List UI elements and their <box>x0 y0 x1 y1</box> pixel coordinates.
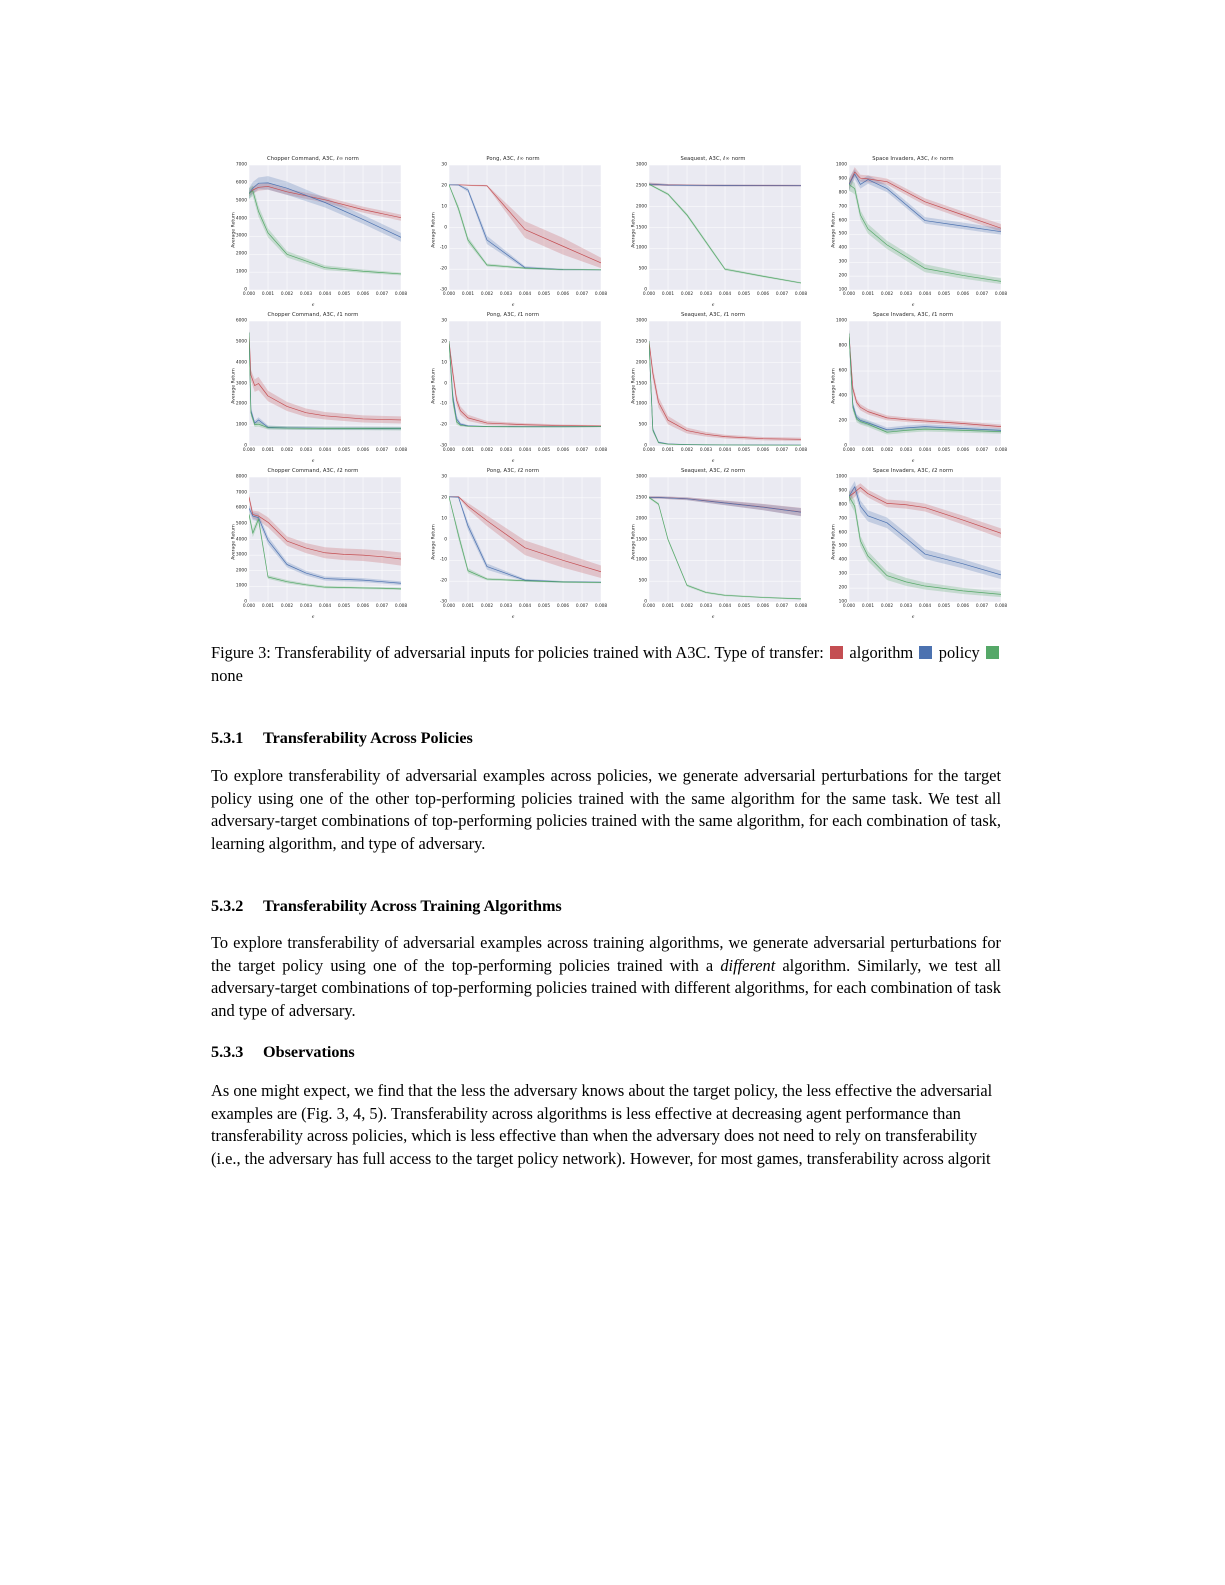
chart-y-tick-label: 30 <box>441 474 447 480</box>
chart-y-tick-label: 600 <box>838 368 847 374</box>
chart-y-tick-label: 0 <box>244 443 247 449</box>
figure-3-chart-grid <box>213 152 1013 620</box>
chart-plot-area <box>835 318 1008 453</box>
chart-x-tick-label: 0.005 <box>537 604 551 609</box>
chart-x-tick-label: 0.004 <box>918 292 932 297</box>
chart-y-axis-label: Average Return <box>631 524 637 560</box>
chart-y-tick-label: 6000 <box>235 180 247 186</box>
chart-x-tick-label: 0.008 <box>394 448 408 453</box>
chart-x-tick-label: 0.000 <box>642 604 656 609</box>
chart-y-tick-label: -20 <box>439 266 447 272</box>
chart-x-tick-label: 0.000 <box>842 604 856 609</box>
chart-plot-area <box>235 162 408 297</box>
chart-x-tick-label: 0.001 <box>861 292 875 297</box>
chart-x-tick-label: 0.001 <box>261 604 275 609</box>
chart-title: Seaquest, A3C, ℓ2 norm <box>680 468 746 474</box>
chart-x-axis-label: ϵ <box>311 615 315 620</box>
chart-x-tick-label: 0.004 <box>518 604 532 609</box>
chart-x-tick-label: 0.008 <box>994 604 1008 609</box>
chart-y-tick-label: 7000 <box>235 490 247 496</box>
chart-x-tick-label: 0.005 <box>737 292 751 297</box>
chart-x-tick-label: 0.006 <box>556 448 570 453</box>
chart-y-tick-label: 4000 <box>235 360 247 366</box>
chart-y-tick-label: 600 <box>838 218 847 224</box>
chart-x-tick-label: 0.008 <box>594 604 608 609</box>
chart-y-axis-label: Average Return <box>631 212 637 248</box>
paragraph-5-3-3: As one might expect, we find that the less the adversary knows about the target policy, the less effective the adversarial examples are (Fig. 3, 4, 5). Transferability across algorithms is less effective at decreasing agent performance than transferability across policies, which is less effective than when the adversary does not need to rely on transferability (i.e., the adversary has full access to the target policy network). However, for most games, transferability across algorit <box>211 1081 993 1168</box>
section-heading-5-3-2 <box>211 897 562 916</box>
chart-x-tick-label: 0.004 <box>318 448 332 453</box>
chart-x-tick-label: 0.006 <box>756 292 770 297</box>
chart-y-tick-label: 20 <box>441 495 447 501</box>
chart-row-1 <box>213 152 1013 308</box>
chart-title: Pong, A3C, ℓ2 norm <box>486 468 540 474</box>
chart-x-tick-label: 0.003 <box>299 604 313 609</box>
chart-x-tick-label: 0.000 <box>842 448 856 453</box>
chart-x-tick-label: 0.002 <box>480 604 494 609</box>
chart-x-tick-label: 0.007 <box>375 292 389 297</box>
chart-y-tick-label: 0 <box>644 599 647 605</box>
chart-y-tick-label: 1000 <box>835 474 847 480</box>
chart-x-tick-label: 0.008 <box>794 448 808 453</box>
chart-x-tick-label: 0.002 <box>480 292 494 297</box>
chart-x-tick-label: 0.005 <box>337 448 351 453</box>
chart-x-tick-label: 0.004 <box>718 448 732 453</box>
chart-x-tick-label: 0.008 <box>794 604 808 609</box>
chart-y-tick-label: 100 <box>838 287 847 293</box>
chart-y-tick-label: -30 <box>439 443 447 449</box>
chart-x-tick-label: 0.001 <box>461 604 475 609</box>
legend-swatch-policy <box>919 646 932 659</box>
chart-title: Space Invaders, A3C, ℓ2 norm <box>872 468 954 474</box>
chart-x-tick-label: 0.002 <box>680 292 694 297</box>
chart-x-tick-label: 0.006 <box>956 448 970 453</box>
chart-x-axis-label: ϵ <box>311 303 315 308</box>
chart-y-tick-label: 30 <box>441 318 447 324</box>
chart-x-tick-label: 0.004 <box>718 292 732 297</box>
chart-y-axis-label: Average Return <box>431 368 437 404</box>
chart-x-tick-label: 0.008 <box>994 448 1008 453</box>
chart-x-tick-label: 0.002 <box>680 448 694 453</box>
chart-y-tick-label: 2000 <box>635 360 647 366</box>
chart-y-tick-label: 1000 <box>235 583 247 589</box>
chart-y-tick-label: 1000 <box>635 557 647 563</box>
emphasized-word: different <box>720 955 776 975</box>
chart-x-tick-label: 0.008 <box>994 292 1008 297</box>
chart-y-tick-label: 800 <box>838 502 847 508</box>
chart-x-tick-label: 0.007 <box>975 604 989 609</box>
chart-x-axis-label: ϵ <box>311 459 315 464</box>
chart-x-tick-label: 0.004 <box>718 604 732 609</box>
chart-x-axis-label: ϵ <box>711 459 715 464</box>
chart-y-tick-label: 4000 <box>235 216 247 222</box>
chart-y-tick-label: 8000 <box>235 474 247 480</box>
chart-x-tick-label: 0.002 <box>280 604 294 609</box>
chart-y-tick-label: 0 <box>444 381 447 386</box>
chart-x-tick-label: 0.008 <box>594 448 608 453</box>
chart-x-tick-label: 0.000 <box>442 292 456 297</box>
chart-y-tick-label: 6000 <box>235 505 247 511</box>
chart-x-tick-label: 0.003 <box>499 448 513 453</box>
chart-x-tick-label: 0.003 <box>899 292 913 297</box>
chart-x-tick-label: 0.000 <box>642 448 656 453</box>
chart-x-tick-label: 0.001 <box>861 604 875 609</box>
chart-plot-area <box>835 474 1008 609</box>
chart-y-tick-label: 0 <box>444 225 447 230</box>
chart-y-tick-label: 3000 <box>235 552 247 558</box>
chart-y-tick-label: 400 <box>838 393 847 399</box>
paragraph-text-part2: algorithm. Similarly, we test all adversary-target combinations of top-performing policies trained with different algorithms, for each combination of task and type of adversary. <box>211 955 1001 1020</box>
chart-x-tick-label: 0.002 <box>480 448 494 453</box>
chart-y-tick-label: 0 <box>644 443 647 449</box>
chart-y-tick-label: 2000 <box>235 251 247 257</box>
chart-x-axis-label: ϵ <box>711 615 715 620</box>
chart-x-tick-label: 0.004 <box>318 292 332 297</box>
chart-y-tick-label: 3000 <box>635 162 647 168</box>
chart-plot-area <box>439 318 608 453</box>
chart-row-2 <box>213 308 1013 464</box>
chart-10 <box>413 464 613 620</box>
chart-x-tick-label: 0.004 <box>518 448 532 453</box>
chart-x-tick-label: 0.002 <box>680 604 694 609</box>
chart-title: Pong, A3C, ℓ1 norm <box>486 312 540 318</box>
chart-x-tick-label: 0.003 <box>499 604 513 609</box>
chart-x-tick-label: 0.001 <box>661 448 675 453</box>
section-title: Transferability Across Training Algorithms <box>263 897 562 915</box>
chart-x-tick-label: 0.006 <box>556 292 570 297</box>
chart-x-tick-label: 0.008 <box>594 292 608 297</box>
chart-y-tick-label: 800 <box>838 190 847 196</box>
chart-x-tick-label: 0.003 <box>899 604 913 609</box>
chart-x-axis-label: ϵ <box>711 303 715 308</box>
chart-plot-area <box>635 318 808 453</box>
chart-y-tick-label: 1500 <box>635 381 647 386</box>
figure-caption-text: Transferability of adversarial inputs for policies trained with A3C. Type of transfer: <box>274 643 824 662</box>
chart-y-tick-label: 5000 <box>235 198 247 204</box>
legend-label-none: none <box>211 666 243 685</box>
chart-x-tick-label: 0.002 <box>280 292 294 297</box>
chart-x-tick-label: 0.000 <box>442 604 456 609</box>
chart-x-tick-label: 0.005 <box>537 292 551 297</box>
chart-x-tick-label: 0.007 <box>975 448 989 453</box>
chart-x-tick-label: 0.006 <box>356 448 370 453</box>
chart-y-tick-label: 10 <box>441 516 447 522</box>
chart-y-tick-label: 800 <box>838 343 847 349</box>
chart-x-tick-label: 0.004 <box>918 604 932 609</box>
chart-y-axis-label: Average Return <box>231 524 237 560</box>
chart-y-tick-label: 1000 <box>635 245 647 251</box>
chart-y-tick-label: 20 <box>441 339 447 345</box>
chart-y-tick-label: 100 <box>838 599 847 605</box>
legend-label-policy: policy <box>938 643 980 662</box>
legend-swatch-none <box>986 646 999 659</box>
chart-y-tick-label: 0 <box>444 537 447 542</box>
chart-x-tick-label: 0.004 <box>318 604 332 609</box>
chart-plot-area <box>235 318 408 453</box>
chart-y-tick-label: 200 <box>838 418 847 424</box>
chart-5 <box>213 308 413 464</box>
chart-x-tick-label: 0.002 <box>280 448 294 453</box>
chart-y-tick-label: 1000 <box>835 318 847 324</box>
chart-x-tick-label: 0.003 <box>299 292 313 297</box>
chart-title: Pong, A3C, ℓ∞ norm <box>486 156 540 162</box>
chart-3 <box>613 152 813 308</box>
chart-y-tick-label: 300 <box>838 259 847 265</box>
chart-x-tick-label: 0.002 <box>880 292 894 297</box>
chart-x-tick-label: 0.004 <box>518 292 532 297</box>
chart-x-tick-label: 0.007 <box>375 448 389 453</box>
chart-x-tick-label: 0.003 <box>899 448 913 453</box>
chart-y-tick-label: -20 <box>439 578 447 584</box>
chart-y-tick-label: 0 <box>244 599 247 605</box>
chart-x-tick-label: 0.005 <box>537 448 551 453</box>
chart-x-tick-label: 0.005 <box>937 604 951 609</box>
legend-label-algorithm: algorithm <box>849 643 914 662</box>
chart-x-tick-label: 0.005 <box>737 448 751 453</box>
section-number: 5.3.1 <box>211 729 244 747</box>
chart-6 <box>413 308 613 464</box>
chart-y-tick-label: 30 <box>441 162 447 168</box>
chart-y-tick-label: 500 <box>838 231 847 237</box>
chart-y-tick-label: 20 <box>441 183 447 189</box>
chart-x-axis-label: ϵ <box>511 459 515 464</box>
chart-y-tick-label: 5000 <box>235 521 247 527</box>
chart-x-tick-label: 0.006 <box>756 448 770 453</box>
chart-x-tick-label: 0.001 <box>461 448 475 453</box>
chart-11 <box>613 464 813 620</box>
chart-x-tick-label: 0.005 <box>337 604 351 609</box>
chart-y-tick-label: 1000 <box>635 401 647 407</box>
chart-x-tick-label: 0.006 <box>556 604 570 609</box>
chart-title: Chopper Command, A3C, ℓ∞ norm <box>267 156 359 162</box>
chart-y-tick-label: 400 <box>838 557 847 563</box>
chart-x-tick-label: 0.001 <box>661 292 675 297</box>
chart-y-tick-label: 900 <box>838 176 847 182</box>
chart-x-tick-label: 0.003 <box>699 448 713 453</box>
chart-y-axis-label: Average Return <box>431 524 437 560</box>
chart-x-tick-label: 0.001 <box>261 292 275 297</box>
chart-y-axis-label: Average Return <box>831 368 837 404</box>
chart-y-tick-label: 1000 <box>235 269 247 275</box>
chart-title: Chopper Command, A3C, ℓ1 norm <box>267 312 359 318</box>
chart-x-tick-label: 0.001 <box>461 292 475 297</box>
chart-y-tick-label: 300 <box>838 571 847 577</box>
chart-y-tick-label: 0 <box>844 443 847 449</box>
chart-x-tick-label: 0.007 <box>775 604 789 609</box>
section-number: 5.3.2 <box>211 897 244 915</box>
chart-y-tick-label: -10 <box>439 245 447 251</box>
section-heading-5-3-1 <box>211 729 473 748</box>
chart-x-tick-label: 0.001 <box>261 448 275 453</box>
chart-row-3 <box>213 464 1013 620</box>
chart-4 <box>813 152 1013 308</box>
chart-y-tick-label: -30 <box>439 599 447 605</box>
chart-1 <box>213 152 413 308</box>
chart-y-tick-label: 500 <box>638 266 647 272</box>
chart-plot-area <box>439 474 608 609</box>
paragraph-text-part1: To explore transferability of adversarial examples across training algorithms, we generate adversarial perturbations for the target policy using one of the top-performing policies trained with a <box>211 933 1001 975</box>
chart-y-tick-label: 2000 <box>635 516 647 522</box>
chart-x-axis-label: ϵ <box>911 615 915 620</box>
chart-y-tick-label: 2000 <box>235 401 247 407</box>
chart-9 <box>213 464 413 620</box>
chart-y-tick-label: 200 <box>838 273 847 279</box>
figure-label: Figure 3: <box>211 643 271 662</box>
chart-x-tick-label: 0.000 <box>242 292 256 297</box>
chart-y-tick-label: 500 <box>638 422 647 428</box>
chart-y-tick-label: 700 <box>838 204 847 210</box>
chart-x-tick-label: 0.000 <box>842 292 856 297</box>
chart-y-tick-label: 1000 <box>835 162 847 168</box>
chart-y-tick-label: 6000 <box>235 318 247 324</box>
chart-y-axis-label: Average Return <box>631 368 637 404</box>
chart-x-tick-label: 0.000 <box>242 604 256 609</box>
chart-x-tick-label: 0.007 <box>975 292 989 297</box>
chart-y-tick-label: 1500 <box>635 537 647 542</box>
paragraph-5-3-1: To explore transferability of adversarial examples across policies, we generate adversarial perturbations for the target policy using one of the other top-performing policies trained with the same algorithm for the same task. We test all adversary-target combinations of top-performing policies trained with the same algorithm, for each combination of task, learning algorithm, and type of adversary. <box>211 766 1001 853</box>
chart-y-tick-label: 700 <box>838 516 847 522</box>
chart-y-tick-label: 3000 <box>635 474 647 480</box>
chart-x-tick-label: 0.008 <box>794 292 808 297</box>
chart-y-tick-label: 2000 <box>635 204 647 210</box>
chart-x-tick-label: 0.007 <box>575 448 589 453</box>
chart-y-tick-label: 1500 <box>635 225 647 230</box>
chart-y-tick-label: 3000 <box>235 381 247 386</box>
chart-x-axis-label: ϵ <box>911 303 915 308</box>
chart-x-tick-label: 0.002 <box>880 448 894 453</box>
chart-y-tick-label: 4000 <box>235 537 247 542</box>
chart-x-tick-label: 0.003 <box>699 292 713 297</box>
chart-x-tick-label: 0.007 <box>375 604 389 609</box>
figure-caption <box>211 641 1001 687</box>
chart-title: Seaquest, A3C, ℓ∞ norm <box>680 156 746 162</box>
chart-y-axis-label: Average Return <box>831 212 837 248</box>
chart-x-axis-label: ϵ <box>511 303 515 308</box>
chart-y-tick-label: 2500 <box>635 495 647 501</box>
chart-y-tick-label: -10 <box>439 401 447 407</box>
chart-title: Space Invaders, A3C, ℓ1 norm <box>872 312 954 318</box>
chart-y-tick-label: 0 <box>244 287 247 293</box>
chart-x-tick-label: 0.006 <box>356 292 370 297</box>
chart-x-axis-label: ϵ <box>911 459 915 464</box>
chart-y-tick-label: 3000 <box>635 318 647 324</box>
section-number: 5.3.3 <box>211 1043 244 1061</box>
chart-y-tick-label: 500 <box>838 543 847 549</box>
chart-y-tick-label: 1000 <box>235 422 247 428</box>
chart-x-tick-label: 0.000 <box>642 292 656 297</box>
chart-plot-area <box>235 474 408 609</box>
chart-x-tick-label: 0.002 <box>880 604 894 609</box>
section-title: Observations <box>263 1043 355 1061</box>
chart-x-tick-label: 0.007 <box>575 292 589 297</box>
chart-plot-area <box>635 162 808 297</box>
chart-y-axis-label: Average Return <box>231 368 237 404</box>
chart-title: Seaquest, A3C, ℓ1 norm <box>680 312 746 318</box>
chart-x-tick-label: 0.007 <box>575 604 589 609</box>
chart-x-tick-label: 0.005 <box>937 292 951 297</box>
chart-x-axis-label: ϵ <box>511 615 515 620</box>
chart-y-tick-label: 3000 <box>235 233 247 239</box>
chart-y-tick-label: 900 <box>838 488 847 494</box>
chart-y-tick-label: 2500 <box>635 183 647 189</box>
chart-title: Space Invaders, A3C, ℓ∞ norm <box>872 156 954 162</box>
chart-x-tick-label: 0.000 <box>242 448 256 453</box>
chart-x-tick-label: 0.001 <box>661 604 675 609</box>
chart-plot-area <box>439 162 608 297</box>
chart-plot-area <box>835 162 1008 297</box>
chart-x-tick-label: 0.008 <box>394 292 408 297</box>
chart-title: Chopper Command, A3C, ℓ2 norm <box>267 468 359 474</box>
chart-x-tick-label: 0.005 <box>937 448 951 453</box>
chart-y-tick-label: -20 <box>439 422 447 428</box>
chart-2 <box>413 152 613 308</box>
chart-y-tick-label: 200 <box>838 585 847 591</box>
chart-y-tick-label: 10 <box>441 204 447 210</box>
chart-x-tick-label: 0.001 <box>861 448 875 453</box>
chart-12 <box>813 464 1013 620</box>
chart-x-tick-label: 0.003 <box>499 292 513 297</box>
chart-y-axis-label: Average Return <box>231 212 237 248</box>
paragraph-5-3-2 <box>211 932 1001 1022</box>
chart-y-tick-label: -30 <box>439 287 447 293</box>
chart-x-tick-label: 0.003 <box>699 604 713 609</box>
chart-x-tick-label: 0.006 <box>956 604 970 609</box>
chart-y-tick-label: 500 <box>638 578 647 584</box>
chart-x-tick-label: 0.005 <box>337 292 351 297</box>
chart-y-axis-label: Average Return <box>831 524 837 560</box>
chart-x-tick-label: 0.006 <box>956 292 970 297</box>
chart-plot-area <box>635 474 808 609</box>
chart-x-tick-label: 0.007 <box>775 448 789 453</box>
chart-y-tick-label: 7000 <box>235 162 247 168</box>
chart-y-tick-label: 600 <box>838 530 847 536</box>
chart-x-tick-label: 0.005 <box>737 604 751 609</box>
chart-y-tick-label: 10 <box>441 360 447 366</box>
chart-x-tick-label: 0.006 <box>756 604 770 609</box>
chart-y-tick-label: 0 <box>644 287 647 293</box>
chart-y-tick-label: 2000 <box>235 568 247 574</box>
legend-swatch-algorithm <box>830 646 843 659</box>
chart-y-tick-label: -10 <box>439 557 447 563</box>
chart-y-tick-label: 2500 <box>635 339 647 345</box>
chart-8 <box>813 308 1013 464</box>
chart-x-tick-label: 0.008 <box>394 604 408 609</box>
section-heading-5-3-3 <box>211 1043 355 1062</box>
chart-y-tick-label: 400 <box>838 245 847 251</box>
chart-x-tick-label: 0.004 <box>918 448 932 453</box>
chart-x-tick-label: 0.007 <box>775 292 789 297</box>
chart-x-tick-label: 0.006 <box>356 604 370 609</box>
chart-y-tick-label: 5000 <box>235 339 247 345</box>
section-title: Transferability Across Policies <box>263 729 473 747</box>
chart-x-tick-label: 0.000 <box>442 448 456 453</box>
chart-7 <box>613 308 813 464</box>
chart-x-tick-label: 0.003 <box>299 448 313 453</box>
chart-y-axis-label: Average Return <box>431 212 437 248</box>
